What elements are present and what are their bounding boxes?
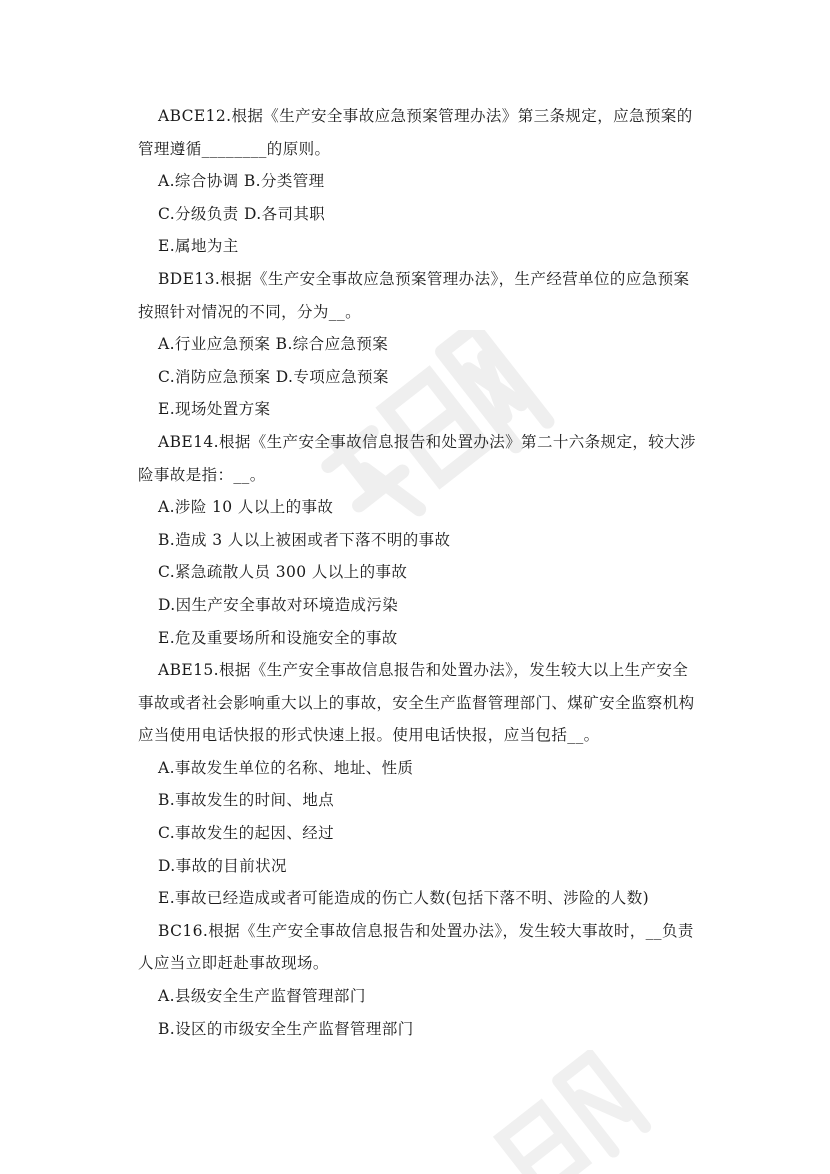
question-15-option-d: D.事故的目前状况 (158, 856, 287, 875)
question-12-continuation: 管理遵循________的原则。 (138, 139, 331, 158)
question-15-option-a: A.事故发生单位的名称、地址、性质 (158, 758, 414, 777)
question-14-continuation: 险事故是指：__。 (138, 465, 266, 484)
question-16-continuation: 人应当立即赶赴事故现场。 (138, 954, 329, 973)
question-15-option-e: E.事故已经造成或者可能造成的伤亡人数(包括下落不明、涉险的人数) (158, 889, 650, 908)
question-15-option-b: B.事故发生的时间、地点 (158, 791, 335, 810)
question-14-option-c: C.紧急疏散人员 300 人以上的事故 (158, 563, 408, 582)
question-14-option-d: D.因生产安全事故对环境造成污染 (158, 595, 399, 614)
question-14: ABE14.根据《生产安全事故信息报告和处置办法》第二十六条规定，较大涉 (158, 432, 696, 451)
question-15-continuation-1: 事故或者社会影响重大以上的事故，安全生产监督管理部门、煤矿安全监察机构 (138, 693, 695, 712)
question-13-option-ab: A.行业应急预案 B.综合应急预案 (158, 335, 389, 354)
question-15-continuation-2: 应当使用电话快报的形式快速上报。使用电话快报，应当包括__。 (138, 726, 600, 745)
watermark-logo-bottom (470, 1050, 670, 1174)
question-15: ABE15.根据《生产安全事故信息报告和处置办法》，发生较大以上生产安全 (158, 661, 689, 680)
question-13-option-e: E.现场处置方案 (158, 400, 271, 419)
question-15-option-c: C.事故发生的起因、经过 (158, 824, 335, 843)
question-14-option-e: E.危及重要场所和设施安全的事故 (158, 628, 398, 647)
question-14-option-b: B.造成 3 人以上被困或者下落不明的事故 (158, 530, 451, 549)
question-12: ABCE12.根据《生产安全事故应急预案管理办法》第三条规定，应急预案的 (158, 107, 693, 125)
question-12-option-e: E.属地为主 (158, 237, 239, 256)
question-13-option-cd: C.消防应急预案 D.专项应急预案 (158, 367, 389, 386)
question-13-continuation: 按照针对情况的不同，分为__。 (138, 302, 362, 321)
question-12-option-cd: C.分级负责 D.各司其职 (158, 204, 326, 223)
question-12-option-ab: A.综合协调 B.分类管理 (158, 172, 325, 191)
question-16-option-a: A.县级安全生产监督管理部门 (158, 987, 366, 1006)
question-13: BDE13.根据《生产安全事故应急预案管理办法》，生产经营单位的应急预案 (158, 269, 690, 288)
question-16: BC16.根据《生产安全事故信息报告和处置办法》，发生较大事故时，__负责 (158, 921, 694, 940)
question-14-option-a: A.涉险 10 人以上的事故 (158, 498, 334, 517)
document-body (138, 100, 718, 1045)
question-16-option-b: B.设区的市级安全生产监督管理部门 (158, 1019, 414, 1038)
